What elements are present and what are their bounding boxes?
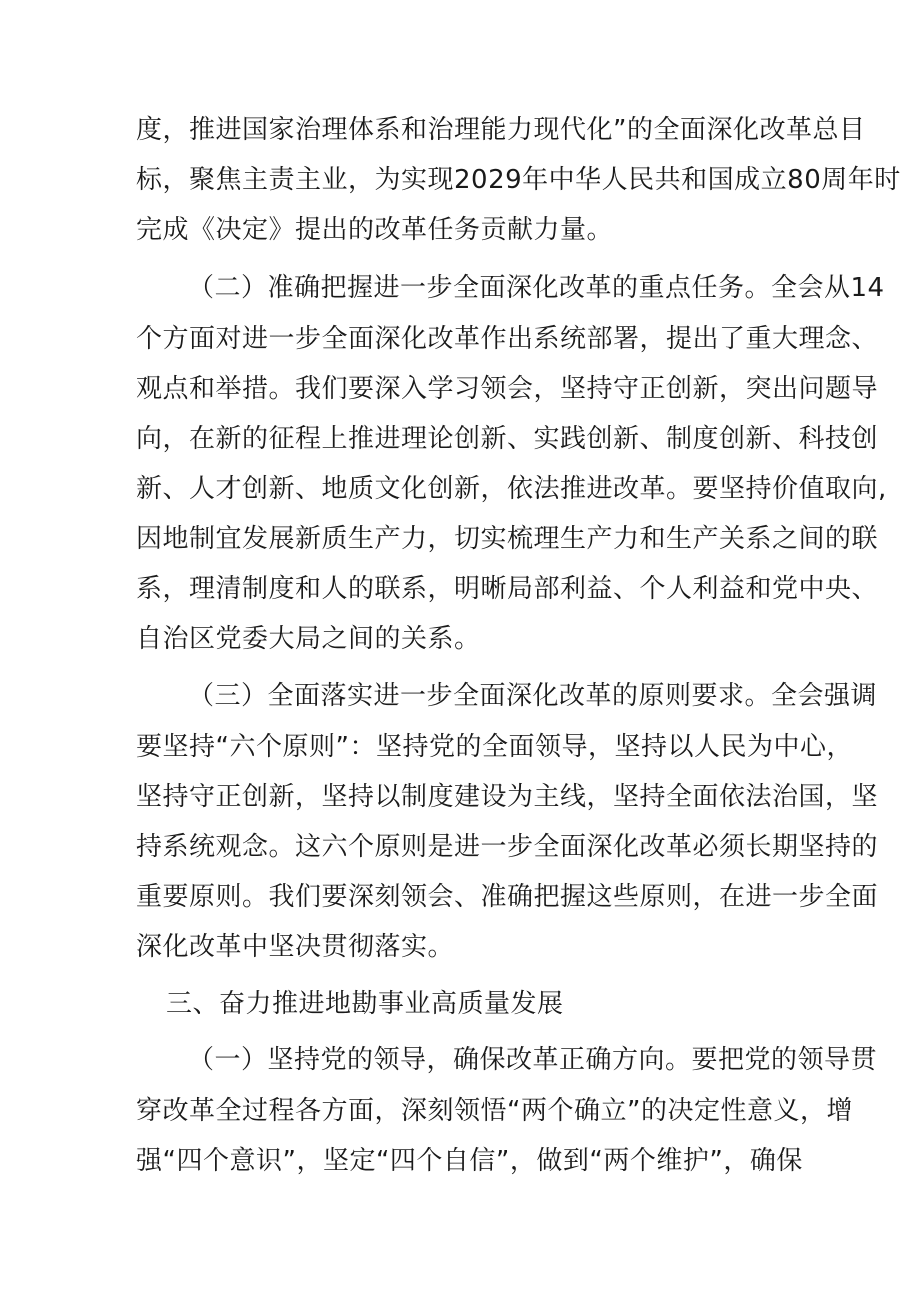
paragraph-line: 新、人才创新、地质文化创新，依法推进改革。要坚持价值取向,: [136, 474, 887, 504]
paragraph-line: 个方面对进一步全面深化改革作出系统部署，提出了重大理念、: [136, 324, 879, 354]
paragraph-line: 向，在新的征程上推进理论创新、实践创新、制度创新、科技创: [136, 424, 879, 454]
paragraph-line: （一）坚持党的领导，确保改革正确方向。要把党的领导贯: [188, 1045, 878, 1075]
paragraph-line: 标，聚焦主责主业，为实现2029年中华人民共和国成立80周年时: [136, 165, 901, 195]
paragraph-line: 深化改革中坚决贯彻落实。: [136, 932, 455, 962]
paragraph-line: 自治区党委大局之间的关系。: [136, 624, 481, 654]
paragraph-line: 观点和举措。我们要深入学习领会，坚持守正创新，突出问题导: [136, 374, 879, 404]
paragraph-line: 系，理清制度和人的联系，明晰局部利益、个人利益和党中央、: [136, 574, 879, 604]
paragraph-line: 强“四个意识”，坚定“四个自信”，做到“两个维护”，确保: [136, 1146, 803, 1176]
paragraph-line: （三）全面落实进一步全面深化改革的原则要求。全会强调: [188, 681, 878, 711]
paragraph-line: 度，推进国家治理体系和治理能力现代化”的全面深化改革总目: [136, 115, 866, 145]
paragraph-line: 坚持守正创新，坚持以制度建设为主线，坚持全面依法治国，坚: [136, 782, 879, 812]
section-heading: 三、奋力推进地勘事业高质量发展: [166, 989, 564, 1019]
paragraph-line: 因地制宜发展新质生产力，切实梳理生产力和生产关系之间的联: [136, 524, 879, 554]
paragraph-line: 重要原则。我们要深刻领会、准确把握这些原则，在进一步全面: [136, 882, 879, 912]
paragraph-line: 穿改革全过程各方面，深刻领悟“两个确立”的决定性意义，增: [136, 1096, 853, 1126]
paragraph-line: 要坚持“六个原则”：坚持党的全面领导，坚持以人民为中心，: [136, 732, 853, 762]
paragraph-line: 完成《决定》提出的改革任务贡献力量。: [136, 215, 614, 245]
paragraph-line: （二）准确把握进一步全面深化改革的重点任务。全会从14: [188, 273, 885, 303]
paragraph-line: 持系统观念。这六个原则是进一步全面深化改革必须长期坚持的: [136, 832, 879, 862]
